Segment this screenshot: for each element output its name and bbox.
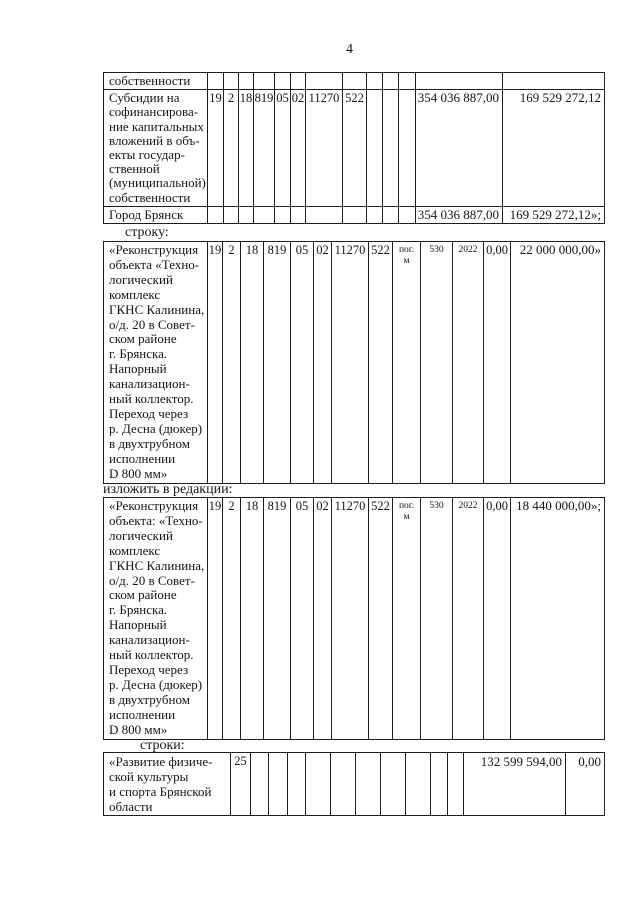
amount-cell	[416, 73, 503, 90]
code-cell	[306, 73, 343, 90]
code-cell: 819	[264, 498, 291, 740]
code-cell: 819	[264, 242, 291, 484]
amount-cell: 0,00	[484, 498, 511, 740]
amount-cell: 354 036 887,00	[416, 90, 503, 207]
code-cell: 819	[254, 90, 275, 207]
code-cell	[356, 753, 381, 816]
code-cell: 2	[224, 90, 239, 207]
code-cell	[406, 753, 431, 816]
code-cell: 522	[369, 498, 393, 740]
table-row	[104, 242, 605, 484]
code-cell: 530	[421, 498, 453, 740]
code-cell	[275, 73, 291, 90]
code-cell	[383, 206, 399, 223]
budget-table-current	[103, 72, 605, 224]
code-cell	[383, 73, 399, 90]
code-cell: 18	[241, 242, 264, 484]
code-cell: 18	[239, 90, 254, 207]
code-cell: 05	[275, 90, 291, 207]
caption-replace-row: строку:	[125, 225, 169, 240]
code-cell	[367, 206, 383, 223]
amount-cell	[503, 73, 605, 90]
caption-rows: строки:	[140, 738, 185, 753]
code-cell	[343, 206, 367, 223]
code-cell	[208, 73, 224, 90]
amount-cell: 0,00	[566, 753, 605, 816]
caption-new-edition: изложить в редакции:	[103, 482, 233, 497]
code-cell	[399, 73, 416, 90]
code-cell	[448, 753, 464, 816]
code-cell	[367, 90, 383, 207]
code-cell: 522	[343, 90, 367, 207]
code-cell	[399, 90, 416, 207]
year-cell: 2022	[453, 498, 484, 740]
code-cell: 11270	[332, 498, 369, 740]
table-row	[104, 73, 605, 90]
table-row	[104, 753, 605, 816]
code-cell	[343, 73, 367, 90]
table-row	[104, 206, 605, 223]
amount-cell: 0,00	[484, 242, 511, 484]
row-label: Город Брянск	[104, 206, 208, 223]
table-row	[104, 498, 605, 740]
code-cell	[269, 753, 288, 816]
budget-table-old-row	[103, 241, 605, 484]
page-number: 4	[346, 42, 353, 57]
code-cell	[306, 206, 343, 223]
amount-cell: 18 440 000,00»;	[511, 498, 605, 740]
amount-cell: 22 000 000,00»	[511, 242, 605, 484]
row-label: «Реконструкция объекта «Техно- логический комплекс ГКНС Калинина, о/д. 20 в Совет- ском районе г. Брянска. Напорный канализацион- ный коллектор. Переход через р. Десна (дюкер) в двухтрубном исполнении D 800 мм»	[104, 242, 208, 484]
code-cell	[288, 753, 306, 816]
code-cell: 11270	[332, 242, 369, 484]
amount-cell: 169 529 272,12	[503, 90, 605, 207]
code-cell	[399, 206, 416, 223]
code-cell: 05	[291, 242, 314, 484]
code-cell	[306, 753, 331, 816]
code-cell	[208, 206, 224, 223]
code-cell	[367, 73, 383, 90]
code-cell: 11270	[306, 90, 343, 207]
code-cell: 02	[314, 242, 332, 484]
row-label: «Реконструкция объекта: «Техно- логический комплекс ГКНС Калинина, о/д. 20 в Совет- ском районе г. Брянска. Напорный канализацион- ный коллектор. Переход через р. Десна (дюкер) в двухтрубном исполнении D 800 мм»	[104, 498, 208, 740]
code-cell: 02	[314, 498, 332, 740]
code-cell: 2	[223, 242, 241, 484]
code-cell	[254, 206, 275, 223]
code-cell	[224, 73, 239, 90]
budget-table-rows	[103, 752, 605, 816]
code-cell	[291, 206, 306, 223]
unit-cell: пог. м	[393, 498, 421, 740]
code-cell: 05	[291, 498, 314, 740]
row-label: собственности	[104, 73, 208, 90]
code-cell: 522	[369, 242, 393, 484]
row-label: «Развитие физиче- ской культуры и спорта Брянской области	[104, 753, 231, 816]
code-cell	[239, 206, 254, 223]
table-row	[104, 90, 605, 207]
amount-cell: 132 599 594,00	[464, 753, 566, 816]
budget-table-new-row	[103, 497, 605, 740]
code-cell: 18	[241, 498, 264, 740]
code-cell	[431, 753, 448, 816]
code-cell	[251, 753, 269, 816]
year-cell: 2022	[453, 242, 484, 484]
code-cell	[383, 90, 399, 207]
row-label: Субсидии на софинансирова- ние капитальных вложений в объ- екты государ- ственной (муниципальной) собственности	[104, 90, 208, 207]
code-cell: 530	[421, 242, 453, 484]
amount-cell: 169 529 272,12»;	[503, 206, 605, 223]
code-cell	[275, 206, 291, 223]
code-cell	[254, 73, 275, 90]
code-cell: 02	[291, 90, 306, 207]
unit-cell: пог. м	[393, 242, 421, 484]
code-cell: 19	[208, 90, 224, 207]
code-cell	[291, 73, 306, 90]
code-cell	[331, 753, 356, 816]
code-cell: 2	[223, 498, 241, 740]
code-cell	[381, 753, 406, 816]
code-cell: 19	[208, 498, 223, 740]
code-cell: 19	[208, 242, 223, 484]
code-cell	[239, 73, 254, 90]
amount-cell: 354 036 887,00	[416, 206, 503, 223]
code-cell	[224, 206, 239, 223]
code-cell: 25	[231, 753, 251, 816]
